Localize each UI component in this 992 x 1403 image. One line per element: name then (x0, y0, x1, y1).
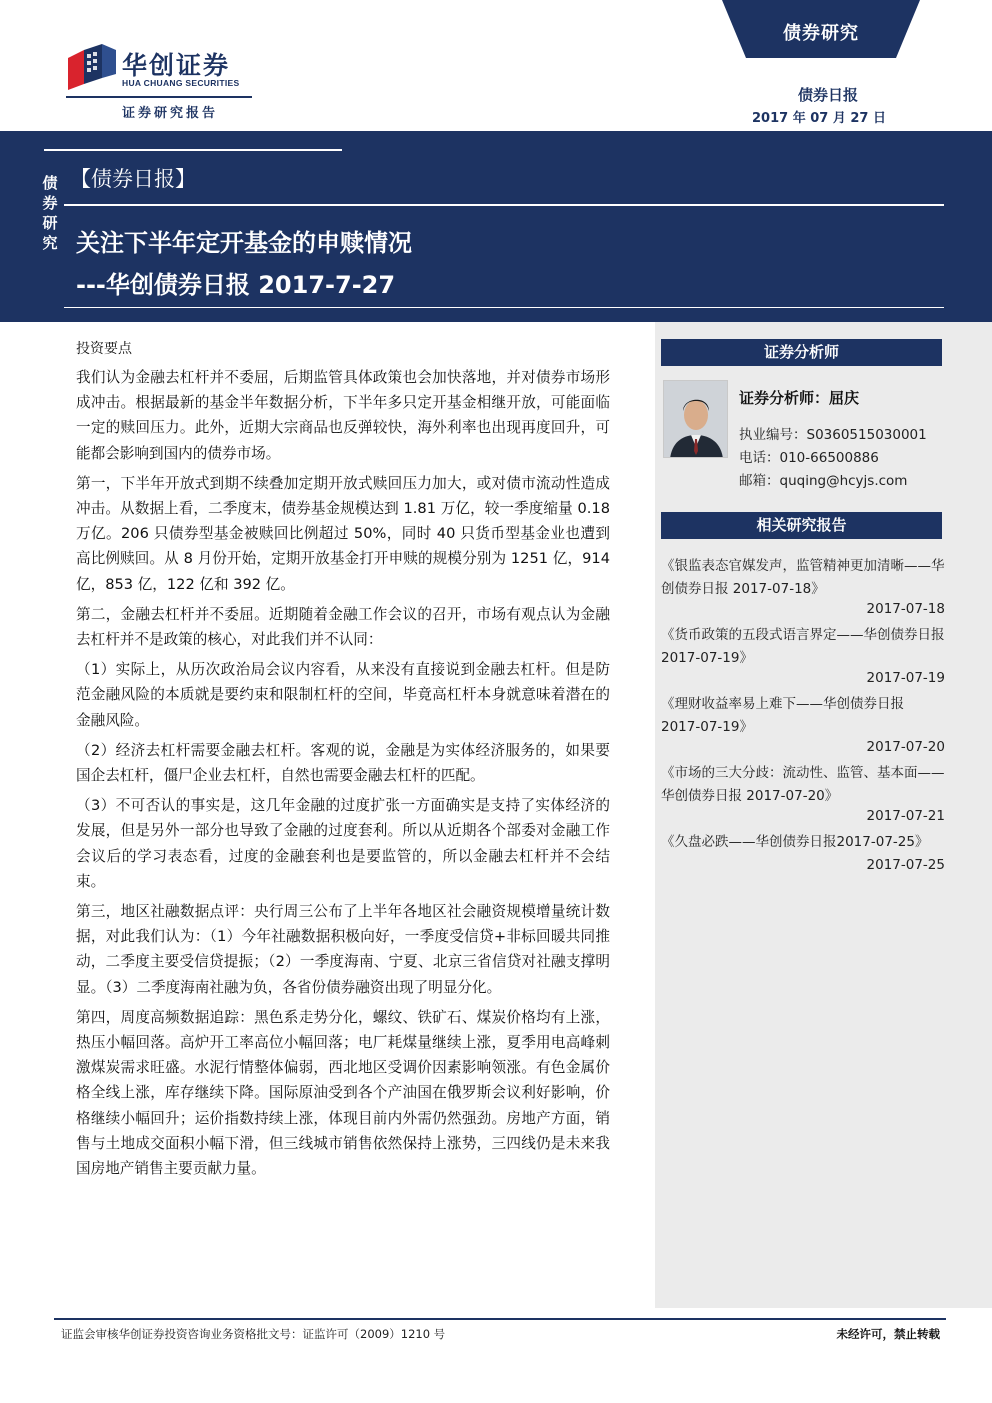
analyst-portrait-icon (664, 381, 728, 458)
body-paragraph: （3）不可否认的事实是，这几年金融的过度扩张一方面确实是支持了实体经济的发展，但是另外一部分也导致了金融的过度套利。所以从近期各个部委对金融工作会议后的学习表态看，过度的金融套利也是要监管的，所以金融去杠杆并不会结束。 (76, 797, 610, 890)
footer-license-notice: 证监会审核华创证券投资咨询业务资格批文号：证监许可（2009）1210 号 (61, 1327, 446, 1341)
section-heading: 投资要点 (76, 341, 132, 357)
main-content (76, 337, 610, 1186)
related-report-title[interactable]: 《货币政策的五段式语言界定——华创债券日报 2017-07-19》 (661, 627, 945, 666)
category-tab-label: 债券研究 (783, 23, 859, 44)
body-paragraph: （2）经济去杠杆需要金融去杠杆。客观的说，金融是为实体经济服务的，如果要国企去杠杆，僵尸企业去杠杆，自然也需要金融去杠杆的匹配。 (76, 741, 610, 785)
vertical-char: 券 (42, 194, 58, 212)
body-paragraph: 第一，下半年开放式到期不续叠加定期开放式赎回压力加大，或对债市流动性造成冲击。从数据上看，二季度末，债券基金规模达到 1.81 万亿，较一季度缩量 0.18 万亿。206 只债券型基金被赎回比例超过 50%，同时 40 只货币型基金业也遭到高比例赎回。从 8 月份开始，定期开放基金打开申赎的规模分别为 1251 亿，914 亿，853 亿，122 亿和 392 亿。 (76, 474, 610, 593)
document-date: 2017 年 07 月 27 日 (752, 111, 886, 126)
body-paragraph: 第二，金融去杠杆并不委屈。近期随着金融工作会议的召开，市场有观点认为金融去杠杆并不是政策的核心，对此我们并不认同： (76, 605, 610, 649)
title-band (0, 131, 992, 322)
band-vertical-label (40, 173, 60, 253)
logo-cube-icon (66, 44, 118, 90)
logo-divider (66, 96, 252, 98)
body-paragraph: 我们认为金融去杠杆并不委屈，后期监管具体政策也会加快落地，并对债券市场形成冲击。根据最新的基金半年数据分析，下半年多只定开基金相继开放，可能面临一定的赎回压力。此外，近期大宗商品也反弹较快，海外利率也出现再度回升，可能都会影响到国内的债券市场。 (76, 369, 610, 462)
company-logo (66, 44, 256, 124)
related-report-date: 2017-07-20 (866, 739, 945, 755)
band-rule-middle (64, 204, 944, 206)
footer-divider (54, 1318, 946, 1320)
vertical-char: 债 (42, 174, 58, 192)
report-series-label: 【债券日报】 (70, 167, 196, 191)
body-paragraph: （1）实际上，从历次政治局会议内容看，从来没有直接说到金融去杠杆。但是防范金融风险的本质就是要约束和限制杠杆的空间，毕竟高杠杆本身就意味着潜在的金融风险。 (76, 661, 610, 729)
related-report-title[interactable]: 《理财收益率易上难下——华创债券日报 2017-07-19》 (661, 696, 904, 735)
footer-copyright-notice: 未经许可，禁止转载 (836, 1327, 940, 1341)
analyst-email[interactable]: 邮箱：quqing@hcyjs.com (739, 473, 908, 489)
report-title: 关注下半年定开基金的申赎情况 (76, 229, 412, 257)
related-reports-header: 相关研究报告 (661, 512, 942, 539)
analyst-name: 证券分析师：屈庆 (739, 389, 860, 407)
analyst-avatar (663, 380, 728, 458)
analyst-phone: 电话：010-66500886 (739, 450, 879, 466)
related-report-date: 2017-07-18 (866, 601, 945, 617)
related-report-title[interactable]: 《银监表态官媒发声，监管精神更加清晰——华创债券日报 2017-07-18》 (661, 558, 945, 597)
vertical-char: 研 (42, 214, 58, 232)
vertical-char: 究 (42, 234, 58, 252)
body-paragraph: 第三，地区社融数据点评：央行周三公布了上半年各地区社会融资规模增量统计数据，对此我们认为：（1）今年社融数据积极向好，一季度受信贷+非标回暖共同推动，二季度主要受信贷提振；（2）一季度海南、宁夏、北京三省信贷对社融支撑明显。（3）二季度海南社融为负，各省份债券融资出现了明显分化。 (76, 903, 610, 996)
related-report-title[interactable]: 《久盘必跌——华创债券日报2017-07-25》 (661, 834, 929, 850)
related-report-date: 2017-07-21 (866, 808, 945, 824)
logo-subtitle: 证券研究报告 (122, 106, 219, 121)
band-rule-top (44, 149, 342, 151)
band-rule-bottom (64, 307, 944, 308)
related-report-date: 2017-07-25 (866, 857, 945, 873)
sidebar (655, 322, 992, 1308)
related-report-title[interactable]: 《市场的三大分歧：流动性、监管、基本面——华创债券日报 2017-07-20》 (661, 765, 945, 804)
report-subtitle: ---华创债券日报 2017-7-27 (76, 271, 396, 299)
analyst-section-header: 证券分析师 (661, 339, 942, 366)
analyst-license: 执业编号：S0360515030001 (739, 427, 927, 443)
logo-english-name: HUA CHUANG SECURITIES (122, 78, 240, 88)
category-tab (722, 0, 920, 60)
related-report-date: 2017-07-19 (866, 670, 945, 686)
logo-chinese-name: 华创证券 (122, 51, 231, 80)
body-paragraph: 第四，周度高频数据追踪：黑色系走势分化，螺纹、铁矿石、煤炭价格均有上涨，热压小幅回落。高炉开工率高位小幅回落；电厂耗煤量继续上涨，夏季用电高峰刺激煤炭需求旺盛。水泥行情整体偏弱，西北地区受调价因素影响领涨。有色金属价格全线上涨，库存继续下降。国际原油受到各个产油国在俄罗斯会议利好影响，价格继续小幅回升；运价指数持续上涨，体现目前内外需仍然强劲。房地产方面，销售与土地成交面积小幅下滑，但三线城市销售依然保持上涨势，三四线仍是未来我国房地产销售主要贡献力量。 (76, 1008, 610, 1178)
document-type: 债券日报 (797, 86, 858, 104)
